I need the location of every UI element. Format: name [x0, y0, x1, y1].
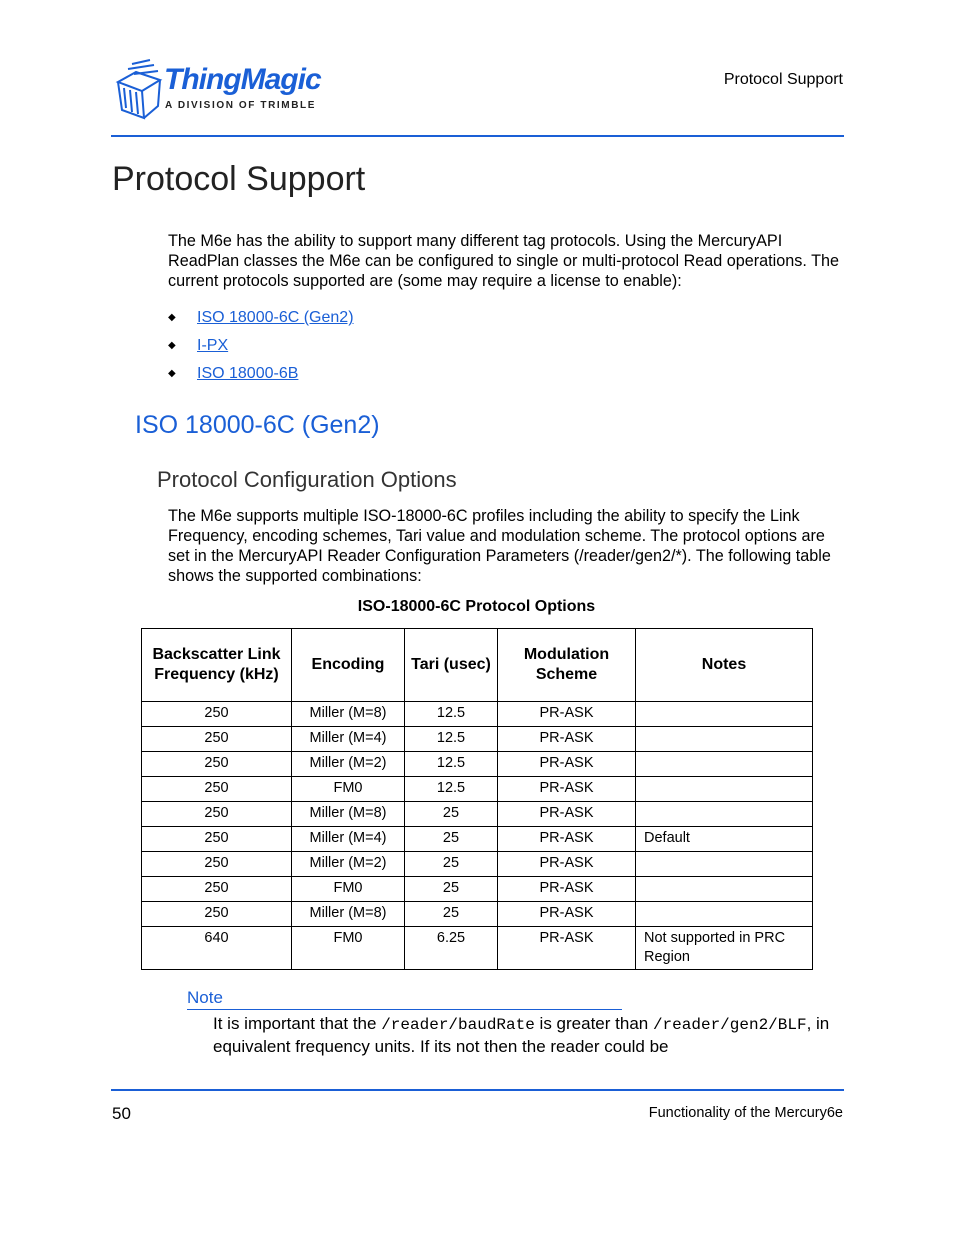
table-cell: 250: [142, 852, 292, 877]
note-rule: [187, 1009, 622, 1010]
table-cell: FM0: [292, 927, 405, 970]
table-cell: PR-ASK: [498, 802, 636, 827]
table-row: [142, 927, 813, 970]
protocol-link-ipx[interactable]: I-PX: [197, 337, 229, 354]
table-cell: 25: [405, 902, 498, 927]
footer-rule: [111, 1089, 844, 1091]
column-header: Modulation Scheme: [498, 629, 636, 702]
table-cell: PR-ASK: [498, 877, 636, 902]
table-row: [142, 902, 813, 927]
table-cell: PR-ASK: [498, 927, 636, 970]
table-header-row: [142, 629, 813, 702]
header-section-title: Protocol Support: [723, 71, 843, 88]
table-row: [142, 877, 813, 902]
page-number: 50: [112, 1104, 131, 1123]
table-cell: Miller (M=8): [292, 702, 405, 727]
table-cell: FM0: [292, 777, 405, 802]
intro-paragraph: The M6e has the ability to support many different tag protocols. Using the MercuryAPI ReadPlan classes the M6e can be configured to single or multi-protocol Read operations. The current protocols supported are (some may require a license to enable):: [168, 232, 839, 290]
table-cell: 250: [142, 777, 292, 802]
config-paragraph: The M6e supports multiple ISO-18000-6C profiles including the ability to specify the Link Frequency, encoding schemes, Tari value and modulation scheme. The protocol options are set in the MercuryAPI Reader Configuration Parameters (/reader/gen2/*). The following table shows the supported combinations:: [168, 507, 831, 585]
table-row: [142, 727, 813, 752]
table-cell: 250: [142, 902, 292, 927]
table-cell: PR-ASK: [498, 827, 636, 852]
table-cell: Miller (M=4): [292, 727, 405, 752]
table-cell: PR-ASK: [498, 902, 636, 927]
table-cell: Miller (M=2): [292, 852, 405, 877]
table-cell: 250: [142, 702, 292, 727]
protocol-options-table: [141, 628, 813, 970]
subsection-heading: Protocol Configuration Options: [157, 467, 457, 492]
table-cell: Miller (M=4): [292, 827, 405, 852]
table-row: [142, 852, 813, 877]
diamond-bullet-icon: ◆: [168, 368, 176, 379]
table-cell: 25: [405, 802, 498, 827]
table-cell: [636, 727, 813, 752]
note-text: [213, 1013, 843, 1057]
note-label: Note: [187, 988, 223, 1007]
column-header: Notes: [636, 629, 813, 702]
table-body: [142, 702, 813, 970]
table-cell: Miller (M=2): [292, 752, 405, 777]
note-text-part: , in equivalent frequency units. If its not then the reader could be: [213, 1014, 830, 1056]
table-cell: 250: [142, 752, 292, 777]
table-cell: 250: [142, 802, 292, 827]
table-cell: Miller (M=8): [292, 802, 405, 827]
table-cell: 25: [405, 827, 498, 852]
table-caption: ISO-18000-6C Protocol Options: [357, 598, 596, 615]
thingmagic-logo: [114, 58, 324, 122]
table-cell: [636, 902, 813, 927]
table-row: [142, 702, 813, 727]
logo-cube-icon: [114, 58, 164, 122]
table-cell: 12.5: [405, 727, 498, 752]
table-cell: 250: [142, 877, 292, 902]
logo-brand: ThingMagic: [164, 63, 321, 96]
table-cell: 250: [142, 727, 292, 752]
diamond-bullet-icon: ◆: [168, 312, 176, 323]
table-cell: PR-ASK: [498, 752, 636, 777]
header-rule: [111, 135, 844, 137]
table-cell: 12.5: [405, 702, 498, 727]
table-row: [142, 777, 813, 802]
table-cell: PR-ASK: [498, 727, 636, 752]
table-cell: 12.5: [405, 752, 498, 777]
note-code-baudrate: /reader/baudRate: [381, 1016, 535, 1034]
table-cell: 25: [405, 877, 498, 902]
table-cell: Not supported in PRC Region: [636, 927, 813, 970]
table-row: [142, 802, 813, 827]
table-cell: Miller (M=8): [292, 902, 405, 927]
table-cell: [636, 777, 813, 802]
table-cell: [636, 877, 813, 902]
table-cell: [636, 752, 813, 777]
column-header: Encoding: [292, 629, 405, 702]
protocol-link-gen2[interactable]: ISO 18000-6C (Gen2): [197, 309, 354, 326]
table-cell: 25: [405, 852, 498, 877]
table-cell: 6.25: [405, 927, 498, 970]
note-code-blf: /reader/gen2/BLF: [652, 1016, 807, 1034]
table-cell: PR-ASK: [498, 777, 636, 802]
table-cell: 640: [142, 927, 292, 970]
column-header: Backscatter Link Frequency (kHz): [142, 629, 292, 702]
page-title: Protocol Support: [112, 160, 366, 198]
table-cell: FM0: [292, 877, 405, 902]
note-text-part: is greater than: [534, 1014, 653, 1033]
diamond-bullet-icon: ◆: [168, 340, 176, 351]
list-item: [168, 363, 354, 391]
logo-tagline: A DIVISION OF TRIMBLE: [165, 100, 317, 111]
table-row: [142, 827, 813, 852]
section-heading: ISO 18000-6C (Gen2): [135, 411, 380, 439]
table-cell: 12.5: [405, 777, 498, 802]
list-item: [168, 335, 354, 363]
column-header: Tari (usec): [405, 629, 498, 702]
footer-chapter: Functionality of the Mercury6e: [648, 1105, 843, 1121]
protocol-link-6b[interactable]: ISO 18000-6B: [197, 365, 299, 382]
table-cell: PR-ASK: [498, 702, 636, 727]
table-cell: 250: [142, 827, 292, 852]
table-cell: PR-ASK: [498, 852, 636, 877]
table-cell: Default: [636, 827, 813, 852]
table-cell: [636, 702, 813, 727]
table-row: [142, 752, 813, 777]
table-cell: [636, 852, 813, 877]
protocol-list: [168, 307, 354, 391]
note-text-part: It is important that the: [213, 1014, 382, 1033]
list-item: [168, 307, 354, 335]
table-cell: [636, 802, 813, 827]
